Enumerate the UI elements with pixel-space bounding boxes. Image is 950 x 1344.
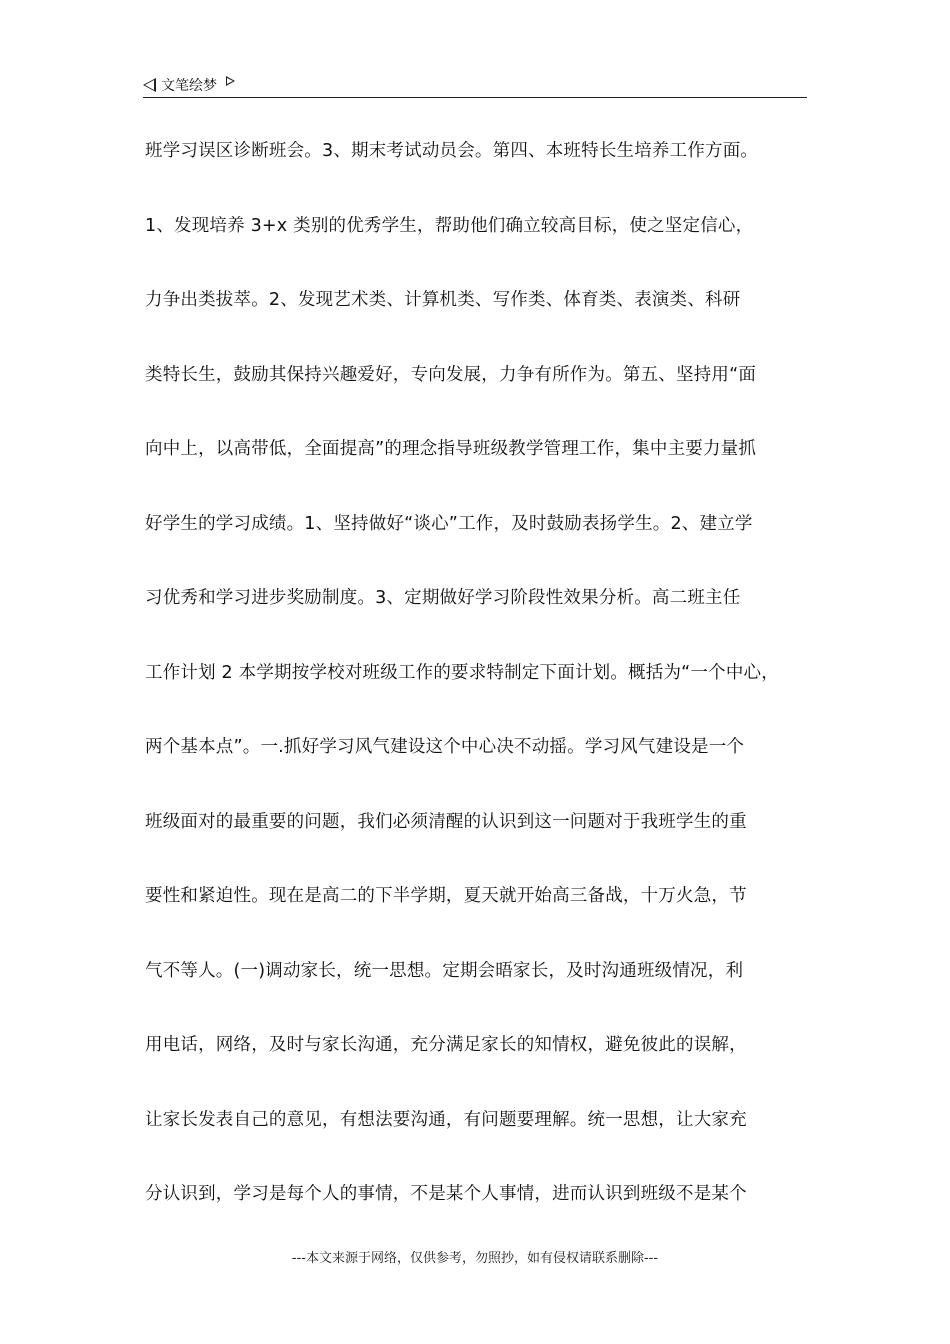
triangle-right-icon — [226, 76, 235, 86]
body-line: 好学生的学习成绩。1、坚持做好“谈心”工作，及时鼓励表扬学生。2、建立学 — [145, 513, 753, 534]
body-line: 类特长生，鼓励其保持兴趣爱好，专向发展，力争有所作为。第五、坚持用“面 — [145, 364, 757, 385]
body-line: 气不等人。(一)调动家长，统一思想。定期会晤家长，及时沟通班级情况，利 — [145, 960, 744, 981]
body-line: 工作计划 2 本学期按学校对班级工作的要求特制定下面计划。概括为“一个中心， — [145, 662, 779, 683]
body-line: 习优秀和学习进步奖励制度。3、定期做好学习阶段性效果分析。高二班主任 — [145, 588, 741, 608]
footer-disclaimer: ---本文来源于网络，仅供参考，勿照抄，如有侵权请联系删除--- — [291, 1251, 659, 1266]
body-line: 向中上，以高带低，全面提高”的理念指导班级教学管理工作，集中主要力量抓 — [145, 439, 757, 459]
body-line: 班学习误区诊断班会。3、期末考试动员会。第四、本班特长生培养工作方面。 — [145, 141, 759, 161]
body-line: 两个基本点”。一.抓好学习风气建设这个中心决不动摇。学习风气建设是一个 — [145, 737, 745, 757]
page-header — [143, 72, 807, 98]
body-line: 班级面对的最重要的问题，我们必须清醒的认识到这一问题对于我班学生的重 — [145, 811, 747, 832]
body-line: 分认识到，学习是每个人的事情，不是某个人事情，进而认识到班级不是某个 — [145, 1184, 747, 1204]
body-line: 让家长发表自己的意见，有想法要沟通，有问题要理解。统一思想，让大家充 — [145, 1109, 747, 1130]
header-title: 文笔绘梦 — [161, 78, 217, 94]
triangle-left-icon — [143, 78, 156, 92]
body-line: 用电话，网络，及时与家长沟通，充分满足家长的知情权，避免彼此的误解， — [145, 1035, 747, 1055]
body-line: 1、发现培养 3+x 类别的优秀学生，帮助他们确立较高目标，使之坚定信心， — [145, 215, 754, 236]
header-inner — [143, 75, 235, 95]
body-line: 力争出类拔萃。2、发现艺术类、计算机类、写作类、体育类、表演类、科研 — [145, 290, 741, 310]
body-line: 要性和紧迫性。现在是高二的下半学期，夏天就开始高三备战，十万火急，节 — [145, 886, 747, 906]
document-body — [145, 135, 825, 1253]
